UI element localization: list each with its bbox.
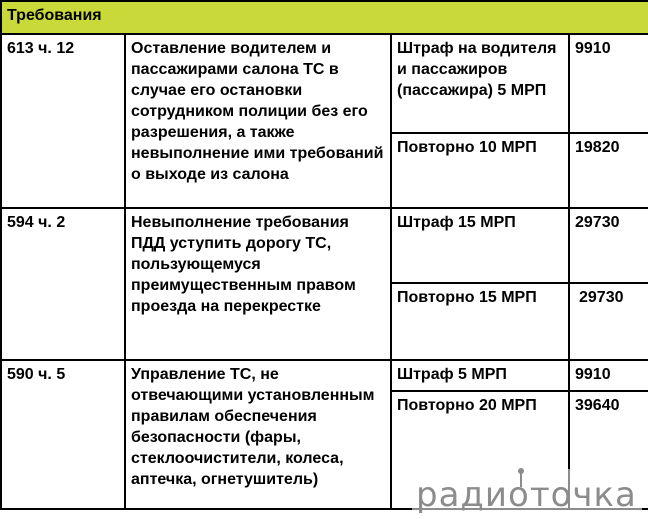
article-cell: 594 ч. 2 [1,208,125,360]
penalty-label-cell: Повторно 10 МРП [391,133,569,208]
table-row [1,208,648,283]
description-cell: Невыполнение требования ПДД уступить дорогу ТС, пользующемуся преимущественным правом проезда на перекрестке [125,208,391,360]
description-cell: Управление ТС, не отвечающими установленным правилам обеспечения безопасности (фары, стеклоочистители, колеса, аптечка, огнетушитель) [125,360,391,509]
description-cell: Оставление водителем и пассажирами салона ТС в случае его остановки сотрудником полиции без его разрешения, а также невыполнение ими требований о выходе из салона [125,34,391,208]
penalty-amount-cell: 39640 [569,391,648,509]
article-cell: 590 ч. 5 [1,360,125,509]
penalty-amount-cell: 19820 [569,133,648,208]
penalty-label-cell: Повторно 20 МРП [391,391,569,509]
watermark-logo [412,469,642,519]
penalty-amount-cell: 29730 [569,208,648,283]
watermark-text: радиоточка [416,475,637,515]
penalty-label-cell: Штраф 5 МРП [391,360,569,391]
penalty-label-cell: Штраф 15 МРП [391,208,569,283]
article-cell: 613 ч. 12 [1,34,125,208]
table-header-row [1,1,648,34]
penalty-amount-cell: 9910 [569,360,648,391]
penalty-amount-cell: 29730 [569,283,648,360]
penalty-label-cell: Штраф на водителя и пассажиров (пассажира) 5 МРП [391,34,569,133]
table-header: Требования [1,1,648,34]
penalty-amount-cell: 9910 [569,34,648,133]
table-row [1,360,648,391]
table-row [1,34,648,133]
penalty-label-cell: Повторно 15 МРП [391,283,569,360]
